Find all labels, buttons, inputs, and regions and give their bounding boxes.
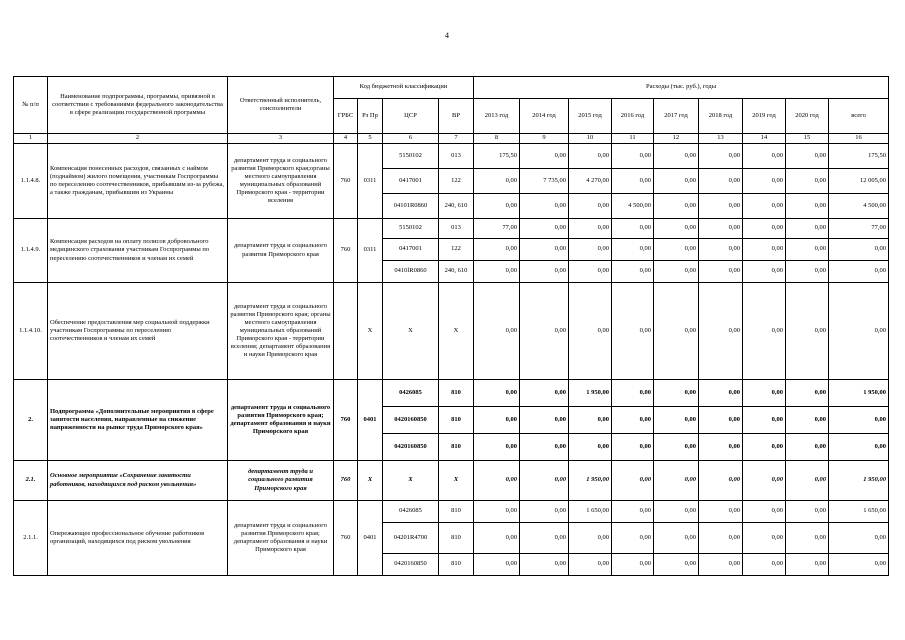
row-value: 77,00 bbox=[829, 219, 889, 239]
row-csr: 0420160850 bbox=[383, 554, 439, 576]
row-value: 0,00 bbox=[743, 239, 786, 261]
header-index: 6 bbox=[383, 134, 439, 144]
row-grbs: 760 bbox=[334, 501, 358, 576]
header-index: 1 bbox=[14, 134, 48, 144]
row-value: 0,00 bbox=[520, 434, 569, 461]
row-vr: 810 bbox=[439, 407, 474, 434]
header-index: 12 bbox=[654, 134, 699, 144]
row-value: 0,00 bbox=[654, 434, 699, 461]
row-grbs: 760 bbox=[334, 380, 358, 461]
row-value: 0,00 bbox=[786, 501, 829, 523]
row-value: 0,00 bbox=[743, 380, 786, 407]
row-value: 0,00 bbox=[699, 501, 743, 523]
row-value: 0,00 bbox=[654, 283, 699, 380]
row-value: 0,00 bbox=[474, 554, 520, 576]
row-value: 0,00 bbox=[654, 169, 699, 194]
row-value: 0,00 bbox=[829, 523, 889, 554]
row-vr: 810 bbox=[439, 501, 474, 523]
table-row bbox=[14, 144, 889, 169]
row-value: 0,00 bbox=[699, 239, 743, 261]
row-value: 0,00 bbox=[699, 554, 743, 576]
row-value: 0,00 bbox=[612, 380, 654, 407]
row-rzpr: X bbox=[358, 283, 383, 380]
row-csr: 0417001 bbox=[383, 239, 439, 261]
row-value: 1 650,00 bbox=[829, 501, 889, 523]
row-value: 0,00 bbox=[612, 239, 654, 261]
row-vr: 240, 610 bbox=[439, 261, 474, 283]
row-grbs: 760 bbox=[334, 144, 358, 219]
row-value: 0,00 bbox=[743, 283, 786, 380]
row-value: 0,00 bbox=[786, 169, 829, 194]
header-expenses-group: Расходы (тыс. руб.), годы bbox=[474, 77, 889, 99]
row-value: 0,00 bbox=[786, 219, 829, 239]
row-value: 0,00 bbox=[743, 194, 786, 219]
row-exec: департамент труда и социального развития Приморского края bbox=[228, 461, 334, 501]
row-value: 1 950,00 bbox=[829, 461, 889, 501]
row-value: 0,00 bbox=[654, 407, 699, 434]
row-value: 0,00 bbox=[743, 261, 786, 283]
row-num: 2. bbox=[14, 380, 48, 461]
header-index: 2 bbox=[48, 134, 228, 144]
table-row bbox=[14, 283, 889, 380]
row-rzpr: 0311 bbox=[358, 219, 383, 283]
header-year: 2016 год bbox=[612, 99, 654, 134]
row-value: 77,00 bbox=[474, 219, 520, 239]
expenses-table bbox=[13, 76, 889, 576]
row-csr: 5150102 bbox=[383, 219, 439, 239]
row-rzpr: X bbox=[358, 461, 383, 501]
row-exec: департамент труда и социального развития Приморского края;органы местного самоуправления муниципальных образований Приморского края - территории вселения bbox=[228, 144, 334, 219]
row-value: 0,00 bbox=[699, 283, 743, 380]
table-row bbox=[14, 501, 889, 523]
row-value: 1 650,00 bbox=[569, 501, 612, 523]
row-value: 0,00 bbox=[786, 194, 829, 219]
row-value: 0,00 bbox=[654, 261, 699, 283]
row-grbs: 760 bbox=[334, 219, 358, 283]
row-value: 0,00 bbox=[654, 461, 699, 501]
row-value: 0,00 bbox=[474, 283, 520, 380]
row-value: 0,00 bbox=[569, 283, 612, 380]
row-value: 0,00 bbox=[474, 194, 520, 219]
row-value: 0,00 bbox=[743, 554, 786, 576]
header-index: 5 bbox=[358, 134, 383, 144]
row-name: Основное мероприятие «Сохранение занятости работников, находящихся под риском увольнения» bbox=[48, 461, 228, 501]
row-vr: 240, 610 bbox=[439, 194, 474, 219]
row-value: 0,00 bbox=[520, 194, 569, 219]
row-value: 0,00 bbox=[520, 380, 569, 407]
row-csr: 04101R0860 bbox=[383, 194, 439, 219]
header-index: 10 bbox=[569, 134, 612, 144]
row-value: 0,00 bbox=[699, 380, 743, 407]
row-name: Подпрограмма «Дополнительные мероприятия в сфере занятости населения, направленные на снижение напряженности на рынке труда Приморского края» bbox=[48, 380, 228, 461]
row-num: 2.1. bbox=[14, 461, 48, 501]
header-year: 2019 год bbox=[743, 99, 786, 134]
row-value: 0,00 bbox=[786, 407, 829, 434]
row-value: 0,00 bbox=[829, 239, 889, 261]
row-value: 0,00 bbox=[569, 407, 612, 434]
row-value: 0,00 bbox=[569, 144, 612, 169]
row-num: 1.1.4.9. bbox=[14, 219, 48, 283]
row-value: 0,00 bbox=[829, 261, 889, 283]
row-value: 7 735,00 bbox=[520, 169, 569, 194]
table-row bbox=[14, 380, 889, 407]
row-value: 0,00 bbox=[474, 239, 520, 261]
row-value: 0,00 bbox=[474, 407, 520, 434]
row-value: 0,00 bbox=[743, 523, 786, 554]
row-exec: департамент труда и социального развития Приморского края; департамент образования и науки Приморского края bbox=[228, 380, 334, 461]
header-num: № п/п bbox=[14, 77, 48, 134]
row-value: 0,00 bbox=[569, 261, 612, 283]
row-value: 0,00 bbox=[520, 219, 569, 239]
row-vr: 122 bbox=[439, 169, 474, 194]
row-value: 0,00 bbox=[699, 434, 743, 461]
row-value: 1 950,00 bbox=[569, 380, 612, 407]
row-value: 0,00 bbox=[786, 523, 829, 554]
row-value: 0,00 bbox=[612, 523, 654, 554]
row-value: 0,00 bbox=[699, 219, 743, 239]
row-value: 0,00 bbox=[654, 194, 699, 219]
row-exec: департамент труда и социального развития Приморского края; органы местного самоуправления муниципальных образований Приморского края - территории вселения; департамент образования и науки Приморского края bbox=[228, 283, 334, 380]
row-csr: 0426085 bbox=[383, 501, 439, 523]
header-index: 15 bbox=[786, 134, 829, 144]
row-value: 0,00 bbox=[520, 283, 569, 380]
row-name: Компенсация понесенных расходов, связанных с наймом (поднаймом) жилого помещения, участникам Госпрограммы по переселению соотечественников, прибывшим из-за рубежа, а также гражданам, прибывшим из Украины bbox=[48, 144, 228, 219]
header-index: 9 bbox=[520, 134, 569, 144]
header-index: 11 bbox=[612, 134, 654, 144]
row-csr: 0420160850 bbox=[383, 434, 439, 461]
row-csr: 5150102 bbox=[383, 144, 439, 169]
row-vr: 013 bbox=[439, 219, 474, 239]
row-grbs: 760 bbox=[334, 461, 358, 501]
row-value: 0,00 bbox=[654, 219, 699, 239]
row-value: 0,00 bbox=[786, 461, 829, 501]
row-value: 0,00 bbox=[612, 407, 654, 434]
header-year: 2014 год bbox=[520, 99, 569, 134]
row-value: 0,00 bbox=[654, 523, 699, 554]
row-num: 1.1.4.10. bbox=[14, 283, 48, 380]
row-vr: X bbox=[439, 283, 474, 380]
row-name: Компенсация расходов на оплату полисов добровольного медицинского страхования участникам Госпрограммы по переселению соотечественников и членам их семей bbox=[48, 219, 228, 283]
row-value: 0,00 bbox=[474, 261, 520, 283]
row-value: 0,00 bbox=[520, 461, 569, 501]
row-value: 0,00 bbox=[743, 219, 786, 239]
row-value: 4 500,00 bbox=[612, 194, 654, 219]
row-vr: 122 bbox=[439, 239, 474, 261]
row-value: 0,00 bbox=[743, 501, 786, 523]
row-value: 0,00 bbox=[612, 461, 654, 501]
row-value: 0,00 bbox=[786, 261, 829, 283]
header-budget-group: Код бюджетной классификации bbox=[334, 77, 474, 99]
row-value: 0,00 bbox=[569, 434, 612, 461]
row-value: 0,00 bbox=[743, 407, 786, 434]
row-value: 0,00 bbox=[699, 169, 743, 194]
row-value: 0,00 bbox=[786, 554, 829, 576]
page-number: 4 bbox=[445, 31, 449, 40]
row-csr: 0410lR0860 bbox=[383, 261, 439, 283]
row-value: 1 950,00 bbox=[829, 380, 889, 407]
row-value: 175,50 bbox=[829, 144, 889, 169]
header-budget-code: ВР bbox=[439, 99, 474, 134]
header-index: 3 bbox=[228, 134, 334, 144]
row-value: 0,00 bbox=[569, 554, 612, 576]
row-value: 0,00 bbox=[699, 523, 743, 554]
row-csr: X bbox=[383, 461, 439, 501]
row-csr: 0420160850 bbox=[383, 407, 439, 434]
row-name: Обеспечение предоставления мер социальной поддержки участникам Госпрограммы по переселению соотечественников и членам их семей bbox=[48, 283, 228, 380]
row-value: 0,00 bbox=[569, 523, 612, 554]
row-vr: 810 bbox=[439, 554, 474, 576]
header-year: 2017 год bbox=[654, 99, 699, 134]
header-year: 2013 год bbox=[474, 99, 520, 134]
row-value: 0,00 bbox=[474, 461, 520, 501]
row-value: 0,00 bbox=[612, 219, 654, 239]
row-value: 12 005,00 bbox=[829, 169, 889, 194]
header-budget-code: ЦСР bbox=[383, 99, 439, 134]
row-vr: 013 bbox=[439, 144, 474, 169]
table-row bbox=[14, 219, 889, 239]
row-value: 0,00 bbox=[786, 144, 829, 169]
table-row bbox=[14, 461, 889, 501]
row-value: 1 950,00 bbox=[569, 461, 612, 501]
header-exec: Ответственный исполнитель, соисполнители bbox=[228, 77, 334, 134]
row-value: 0,00 bbox=[612, 501, 654, 523]
row-value: 0,00 bbox=[474, 501, 520, 523]
header-name: Наименование подпрограммы, программы, привязной в соответствии с требованиями федерального законодательства в сфере реализации государственной программы bbox=[48, 77, 228, 134]
row-value: 0,00 bbox=[520, 407, 569, 434]
row-value: 0,00 bbox=[699, 194, 743, 219]
header-index: 13 bbox=[699, 134, 743, 144]
row-value: 0,00 bbox=[743, 434, 786, 461]
row-value: 0,00 bbox=[829, 283, 889, 380]
row-name: Опережающее профессиональное обучение работников организаций, находящихся под риском увольнения bbox=[48, 501, 228, 576]
row-csr: 0426085 bbox=[383, 380, 439, 407]
row-vr: 810 bbox=[439, 380, 474, 407]
row-value: 0,00 bbox=[612, 144, 654, 169]
row-value: 0,00 bbox=[612, 434, 654, 461]
row-value: 0,00 bbox=[699, 407, 743, 434]
row-vr: X bbox=[439, 461, 474, 501]
row-value: 0,00 bbox=[569, 219, 612, 239]
row-num: 1.1.4.8. bbox=[14, 144, 48, 219]
row-rzpr: 0401 bbox=[358, 380, 383, 461]
row-value: 0,00 bbox=[474, 169, 520, 194]
row-value: 0,00 bbox=[743, 144, 786, 169]
header-index: 7 bbox=[439, 134, 474, 144]
row-value: 0,00 bbox=[654, 501, 699, 523]
row-value: 0,00 bbox=[612, 261, 654, 283]
row-value: 0,00 bbox=[612, 169, 654, 194]
header-budget-code: ГРБС bbox=[334, 99, 358, 134]
row-value: 0,00 bbox=[654, 144, 699, 169]
row-value: 0,00 bbox=[520, 501, 569, 523]
header-year: 2018 год bbox=[699, 99, 743, 134]
row-value: 0,00 bbox=[569, 239, 612, 261]
row-value: 0,00 bbox=[786, 283, 829, 380]
header-index: 16 bbox=[829, 134, 889, 144]
row-value: 0,00 bbox=[520, 144, 569, 169]
row-rzpr: 0401 bbox=[358, 501, 383, 576]
row-value: 0,00 bbox=[699, 461, 743, 501]
row-rzpr: 0311 bbox=[358, 144, 383, 219]
row-value: 0,00 bbox=[829, 407, 889, 434]
row-grbs bbox=[334, 283, 358, 380]
header-year: всего bbox=[829, 99, 889, 134]
row-value: 0,00 bbox=[612, 554, 654, 576]
row-value: 0,00 bbox=[569, 194, 612, 219]
row-value: 0,00 bbox=[520, 261, 569, 283]
row-value: 0,00 bbox=[654, 554, 699, 576]
row-exec: департамент труда и социального развития Приморского края bbox=[228, 219, 334, 283]
row-value: 0,00 bbox=[743, 169, 786, 194]
header-budget-code: Рз Пр bbox=[358, 99, 383, 134]
row-value: 0,00 bbox=[654, 380, 699, 407]
row-vr: 810 bbox=[439, 434, 474, 461]
row-csr: 04201R4700 bbox=[383, 523, 439, 554]
row-value: 0,00 bbox=[474, 380, 520, 407]
row-value: 4 500,00 bbox=[829, 194, 889, 219]
header-index: 8 bbox=[474, 134, 520, 144]
row-value: 4 270,00 bbox=[569, 169, 612, 194]
row-value: 0,00 bbox=[743, 461, 786, 501]
row-vr: 810 bbox=[439, 523, 474, 554]
row-csr: 0417001 bbox=[383, 169, 439, 194]
row-value: 0,00 bbox=[699, 144, 743, 169]
header-index: 4 bbox=[334, 134, 358, 144]
row-num: 2.1.1. bbox=[14, 501, 48, 576]
row-value: 0,00 bbox=[654, 239, 699, 261]
row-value: 0,00 bbox=[474, 434, 520, 461]
row-value: 175,50 bbox=[474, 144, 520, 169]
row-value: 0,00 bbox=[474, 523, 520, 554]
header-year: 2020 год bbox=[786, 99, 829, 134]
row-value: 0,00 bbox=[520, 554, 569, 576]
row-csr: X bbox=[383, 283, 439, 380]
row-value: 0,00 bbox=[786, 434, 829, 461]
row-value: 0,00 bbox=[786, 239, 829, 261]
row-value: 0,00 bbox=[520, 239, 569, 261]
row-value: 0,00 bbox=[786, 380, 829, 407]
row-value: 0,00 bbox=[612, 283, 654, 380]
row-value: 0,00 bbox=[520, 523, 569, 554]
row-value: 0,00 bbox=[829, 434, 889, 461]
header-index: 14 bbox=[743, 134, 786, 144]
header-year: 2015 год bbox=[569, 99, 612, 134]
row-exec: департамент труда и социального развития Приморского края; департамент образования и науки Приморского края bbox=[228, 501, 334, 576]
row-value: 0,00 bbox=[829, 554, 889, 576]
row-value: 0,00 bbox=[699, 261, 743, 283]
